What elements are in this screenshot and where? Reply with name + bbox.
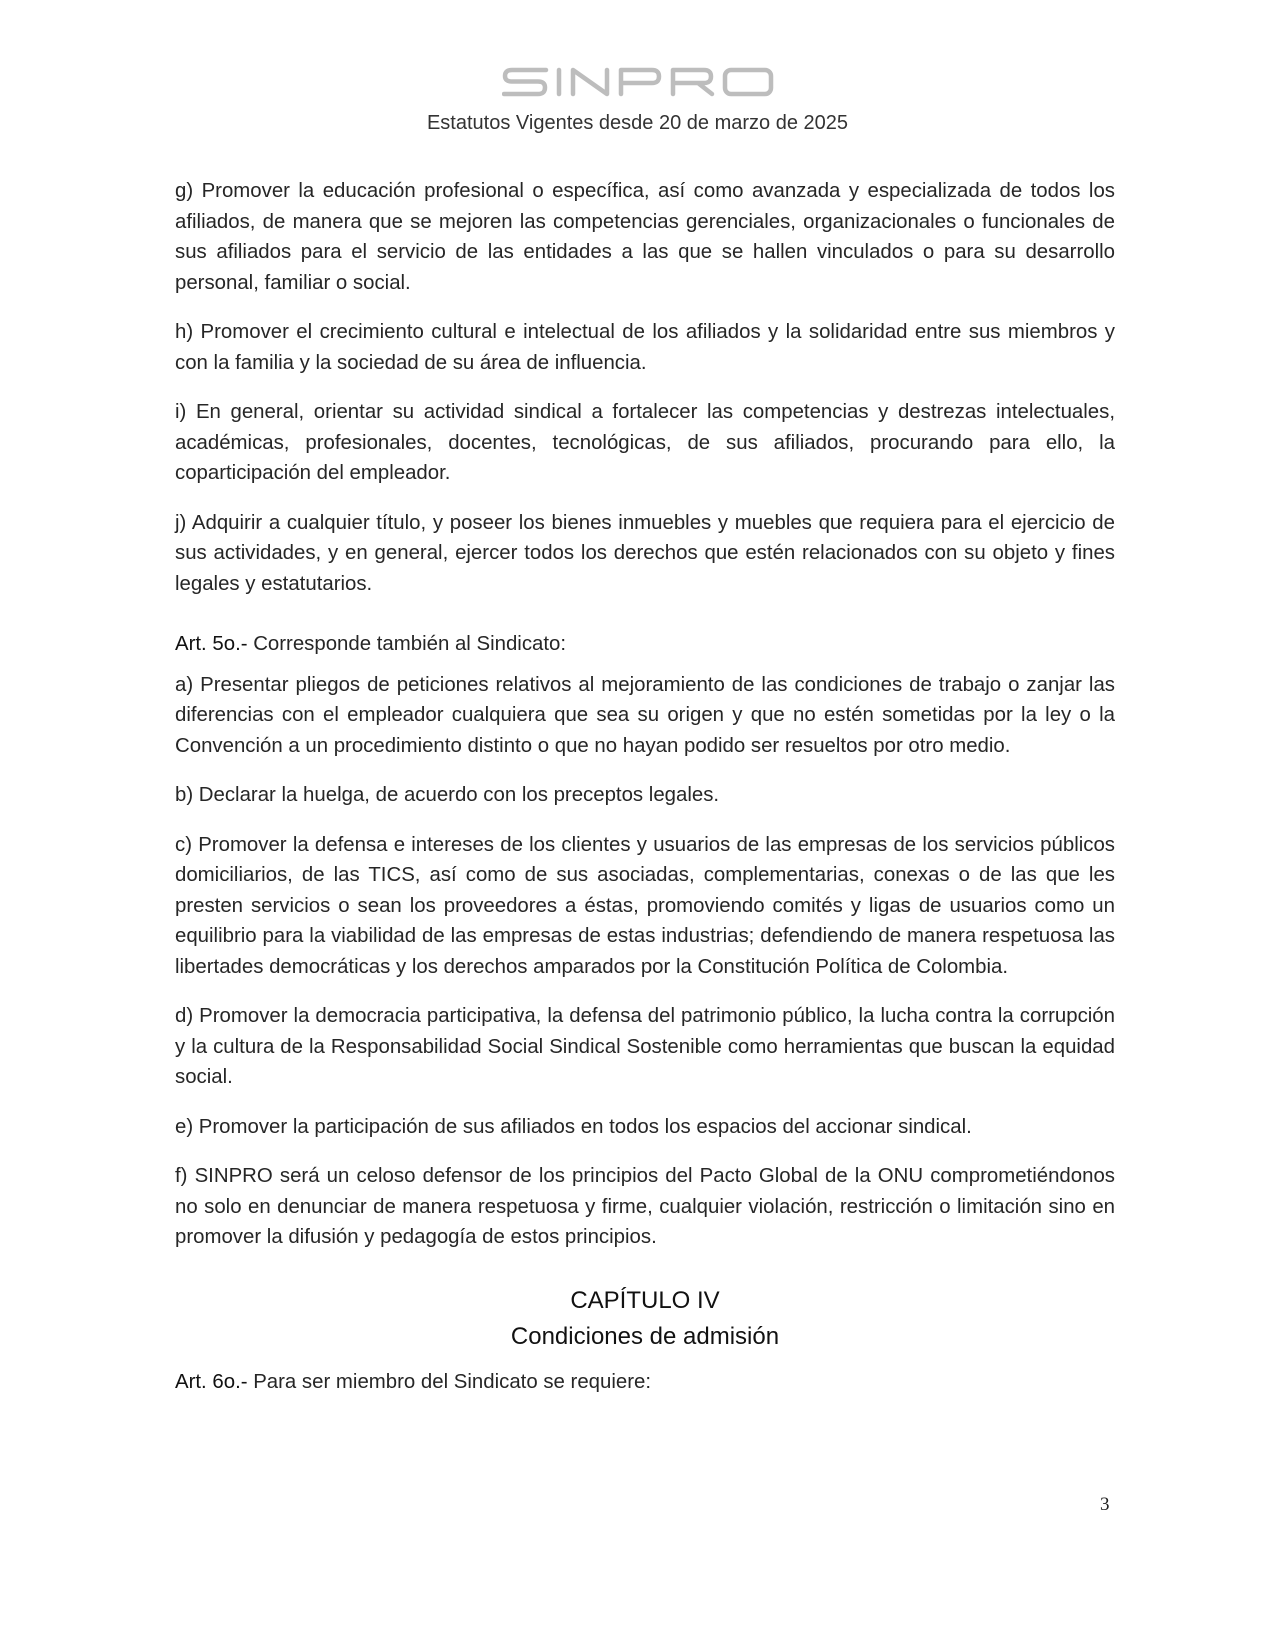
chapter-title: CAPÍTULO IV	[570, 1286, 720, 1314]
article-5-number: Art. 5o.-	[175, 633, 248, 655]
document-subtitle: Estatutos Vigentes desde 20 de marzo de 2025	[426, 112, 849, 134]
paragraph-d: d) Promover la democracia participativa, la defensa del patrimonio público, la lucha contra la corrupción y la cultura de la Responsabilidad Social Sindical Sostenible como herramientas que buscan la equidad social.	[175, 1005, 1115, 1088]
paragraph-f: f) SINPRO será un celoso defensor de los principios del Pacto Global de la ONU comprometiéndonos no solo en denunciar de manera respetuosa y firme, cualquier violación, restricción o limitación sino en promover la difusión y pedagogía de estos principios.	[175, 1165, 1115, 1248]
article-6-number: Art. 6o.-	[175, 1370, 248, 1393]
chapter-heading	[175, 1283, 1115, 1355]
article-5-heading	[175, 629, 1115, 660]
paragraph-b: b) Declarar la huelga, de acuerdo con los preceptos legales.	[175, 784, 720, 806]
sinpro-logo	[0, 66, 1275, 103]
article-6-text: Para ser miembro del Sindicato se requiere:	[247, 1370, 652, 1393]
article-5-text: Corresponde también al Sindicato:	[247, 633, 567, 655]
article-6-heading	[175, 1367, 1115, 1398]
chapter-subtitle: Condiciones de admisión	[510, 1322, 780, 1350]
paragraph-a: a) Presentar pliegos de peticiones relativos al mejoramiento de las condiciones de trabajo o zanjar las diferencias con el empleador cualquiera que sea su origen y que no estén sometidas por la ley o la Convención a un procedimiento distinto o que no hayan podido ser resueltos por otro medio.	[175, 673, 1115, 757]
paragraph-g: g) Promover la educación profesional o específica, así como avanzada y especializada de todos los afiliados, de manera que se mejoren las competencias gerenciales, organizacionales o funcionales de sus afiliados para el servicio de las entidades a las que se hallen vinculados o para su desarrollo personal, familiar o social.	[175, 180, 1115, 294]
paragraph-c: c) Promover la defensa e intereses de los clientes y usuarios de las empresas de los servicios públicos domiciliarios, de las TICS, así como de sus asociadas, complementarias, conexas o de las que les presten servicios o sean los proveedores a éstas, promoviendo comités y ligas de usuarios como un equilibrio para la viabilidad de las empresas de estas industrias; defendiendo de manera respetuosa las libertades democráticas y los derechos amparados por la Constitución Política de Colombia.	[175, 833, 1115, 978]
paragraph-e: e) Promover la participación de sus afiliados en todos los espacios del accionar sindical.	[175, 1115, 972, 1138]
paragraph-i: i) En general, orientar su actividad sindical a fortalecer las competencias y destrezas intelectuales, académicas, profesionales, docentes, tecnológicas, de sus afiliados, procurando para ello, la coparticipación del empleador.	[175, 401, 1115, 484]
page-number: 3	[1100, 1494, 1110, 1515]
document-body	[175, 176, 1115, 1407]
paragraph-j: j) Adquirir a cualquier título, y poseer los bienes inmuebles y muebles que requiera para el ejercicio de sus actividades, y en general, ejercer todos los derechos que estén relacionados con su objeto y fines legales y estatutarios.	[175, 511, 1115, 595]
sinpro-logo-graphic	[502, 66, 774, 98]
paragraph-h: h) Promover el crecimiento cultural e intelectual de los afiliados y la solidaridad entre sus miembros y con la familia y la sociedad de su área de influencia.	[175, 321, 1115, 374]
